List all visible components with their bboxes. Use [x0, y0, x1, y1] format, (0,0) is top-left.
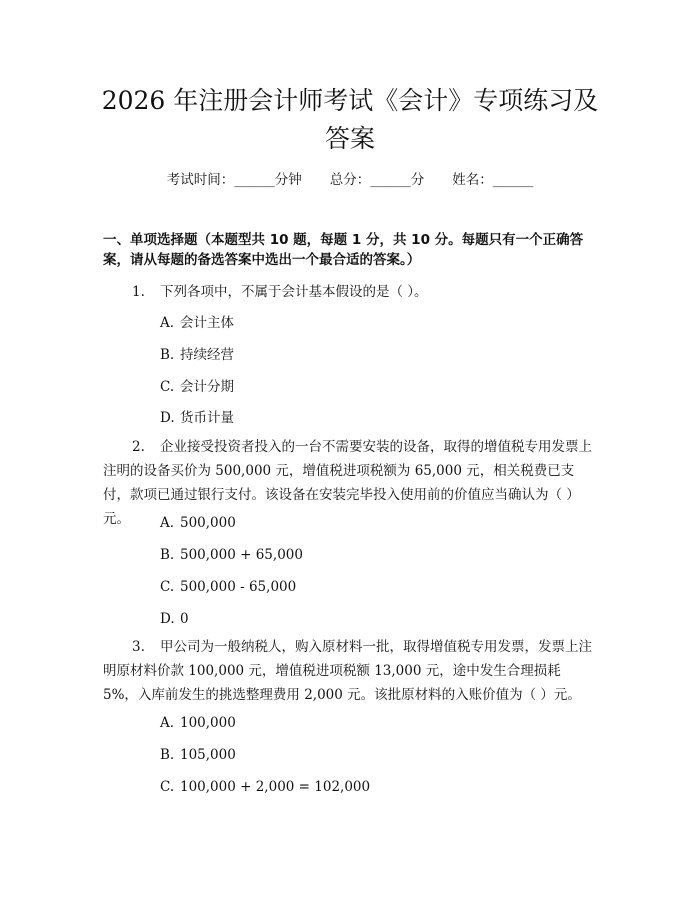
section-heading-line-1: 一、单项选择题（本题型共 10 题，每题 1 分，共 10 分。每题只有一个正确答 [103, 232, 584, 248]
section-heading-line-2: 案，请从每题的备选答案中选出一个最合适的答案。） [103, 252, 421, 268]
title-line-2: 答案 [324, 124, 375, 153]
question-2-option-a [160, 513, 236, 533]
option-text: 100,000 [180, 715, 236, 731]
question-text: 下列各项中，不属于会计基本假设的是（ ）。 [160, 284, 428, 300]
question-number: 3. [132, 639, 145, 655]
question-number: 2. [132, 439, 145, 455]
question-1-option-d [160, 408, 234, 428]
exam-time-field: 考试时间：______分钟 [166, 172, 302, 188]
option-text: 持续经营 [180, 347, 234, 363]
question-1-option-c [160, 377, 234, 397]
option-text: 500,000 + 65,000 [180, 547, 303, 563]
option-text: 货币计量 [180, 410, 234, 426]
option-letter: B. [160, 347, 175, 363]
option-letter: C. [160, 579, 175, 595]
option-text: 0 [180, 611, 189, 627]
option-text: 105,000 [180, 747, 236, 763]
option-text: 500,000 [180, 515, 236, 531]
option-letter: D. [160, 410, 175, 426]
question-number: 1. [132, 284, 145, 300]
option-letter: A. [160, 715, 175, 731]
option-letter: A. [160, 315, 175, 331]
option-letter: B. [160, 747, 175, 763]
question-1-option-b [160, 345, 234, 365]
question-text: 企业接受投资者投入的一台不需要安装的设备，取得的增值税专用发票上注明的设备买价为 500,000 元，增值税进项税额为 65,000 元，相关税费已支付，款项已通过银行支付。该设备在安装完毕投入使用前的价值应当确认为（ ）元。 [103, 439, 592, 527]
name-field: 姓名：______ [452, 172, 534, 188]
option-text: 会计分期 [180, 379, 234, 395]
option-text: 会计主体 [180, 315, 234, 331]
question-2-option-d [160, 609, 189, 629]
question-2-option-b [160, 545, 303, 565]
option-letter: B. [160, 547, 175, 563]
option-letter: C. [160, 379, 175, 395]
option-text: 500,000 - 65,000 [180, 579, 297, 595]
option-letter: D. [160, 611, 175, 627]
option-letter: A. [160, 515, 175, 531]
question-2-option-c [160, 577, 296, 597]
question-3-option-a [160, 713, 236, 733]
question-1-option-a [160, 313, 234, 333]
question-3 [103, 635, 593, 707]
section-heading [103, 230, 593, 270]
question-1 [103, 280, 593, 304]
exam-meta [0, 170, 700, 190]
option-letter: C. [160, 779, 175, 795]
page-title [60, 82, 640, 158]
question-text: 甲公司为一般纳税人，购入原材料一批，取得增值税专用发票，发票上注明原材料价款 100,000 元，增值税进项税额 13,000 元，途中发生合理损耗 5%，入库前发生的挑选整理费用 2,000 元。该批原材料的入账价值为（ ）元。 [103, 639, 592, 703]
total-score-field: 总分：______分 [329, 172, 425, 188]
question-3-option-b [160, 745, 236, 765]
option-text: 100,000 + 2,000 = 102,000 [180, 779, 371, 795]
title-line-1: 2026 年注册会计师考试《会计》专项练习及 [101, 86, 599, 115]
question-3-option-c [160, 777, 370, 797]
